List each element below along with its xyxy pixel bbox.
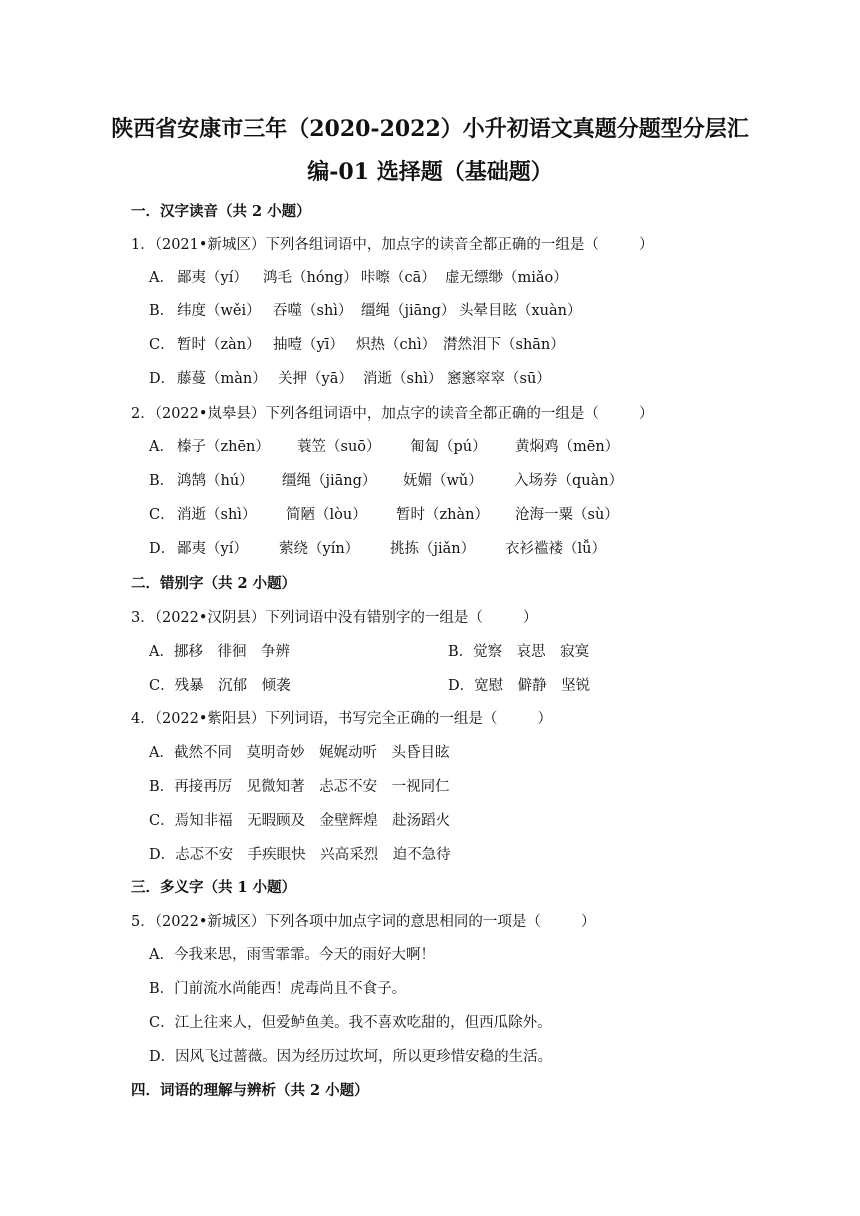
q1-option-b-word-2: 吞噬（shì） — [273, 303, 353, 319]
section-heading-1: 一．汉字读音（共 2 小题） — [131, 203, 311, 220]
q1-option-b-word-4: 头晕目眩（xuàn） — [459, 303, 582, 319]
q2-option-a-letter: A． — [149, 439, 174, 455]
paren-close: ） — [638, 406, 654, 422]
question-5-stem — [131, 912, 595, 932]
section-heading-2: 二．错别字（共 2 小题） — [131, 575, 297, 592]
q1-option-a-word-3: 咔嚓（cā） — [361, 270, 436, 286]
q5-option-b: B．门前流水尚能西！虎毒尚且不食子。 — [149, 981, 407, 997]
document-title-line2: 编-01 选择题（基础题） — [307, 159, 553, 185]
question-2-text: 2．（2022•岚皋县）下列各组词语中，加点字的读音全都正确的一组是（ — [131, 406, 599, 422]
q2-option-d-word-4: 衣衫褴褛（lǚ） — [505, 541, 606, 557]
q2-option-b-word-3: 妩媚（wǔ） — [403, 473, 483, 489]
question-1-text: 1．（2021•新城区）下列各组词语中，加点字的读音全都正确的一组是（ — [131, 237, 599, 253]
q2-option-a-word-1: 榛子（zhēn） — [177, 439, 270, 455]
q2-option-b-letter: B． — [149, 473, 175, 489]
q1-option-d-word-3: 消逝（shì） — [363, 371, 443, 387]
q1-option-a-word-4: 虚无缥缈（miǎo） — [445, 270, 568, 286]
q1-option-c-letter: C． — [149, 337, 175, 353]
q1-option-c-word-2: 抽噎（yī） — [273, 337, 344, 353]
q2-option-c-word-1: 消逝（shì） — [177, 507, 257, 523]
q1-option-b-word-1: 纬度（wěi） — [177, 303, 261, 319]
q1-option-a-letter: A． — [149, 270, 174, 286]
q1-option-b-letter: B． — [149, 303, 175, 319]
q1-option-d-letter: D． — [149, 371, 176, 387]
q2-option-a-word-3: 匍匐（pú） — [410, 439, 487, 455]
q2-option-a-word-4: 黄焖鸡（mēn） — [515, 439, 620, 455]
section-heading-4: 四．词语的理解与辨析（共 2 小题） — [131, 1082, 369, 1099]
q5-option-d: D．因风飞过蔷薇。因为经历过坎坷，所以更珍惜安稳的生活。 — [149, 1049, 553, 1065]
q2-option-b-word-4: 入场券（quàn） — [514, 473, 624, 489]
q2-option-d-letter: D． — [149, 541, 176, 557]
q1-option-c-word-1: 暂时（zàn） — [177, 337, 261, 353]
paren-close: ） — [638, 237, 654, 253]
q4-option-a: A．截然不同 莫明奇妙 娓娓动听 头昏目眩 — [149, 745, 450, 761]
q2-option-c-word-3: 暂时（zhàn） — [396, 507, 489, 523]
q3-option-b: B．觉察 哀思 寂寞 — [448, 644, 590, 660]
question-2-stem — [131, 404, 653, 424]
question-3-stem — [131, 608, 537, 628]
q1-option-d-word-1: 藤蔓（màn） — [177, 371, 267, 387]
q5-option-a: A．今我来思，雨雪霏霏。今天的雨好大啊！ — [149, 947, 435, 963]
q1-option-a-word-2: 鸿毛（hóng） — [263, 270, 358, 286]
q2-option-d-word-1: 鄙夷（yí） — [177, 541, 248, 557]
q1-option-b-word-3: 缰绳（jiāng） — [361, 303, 456, 319]
paren-close: ） — [522, 610, 538, 626]
q2-option-d-word-3: 挑拣（jiǎn） — [390, 541, 476, 557]
q4-option-b: B．再接再厉 见微知著 忐忑不安 一视同仁 — [149, 779, 450, 795]
q1-option-c-word-3: 炽热（chì） — [356, 337, 437, 353]
q2-option-b-word-1: 鸿鹄（hú） — [177, 473, 254, 489]
q2-option-c-letter: C． — [149, 507, 175, 523]
q2-option-a-word-2: 蓑笠（suō） — [297, 439, 381, 455]
q3-option-d: D．宽慰 僻静 坚锐 — [448, 678, 591, 694]
paren-close: ） — [580, 914, 596, 930]
section-heading-3: 三．多义字（共 1 小题） — [131, 879, 297, 896]
q2-option-c-word-4: 沧海一粟（sù） — [515, 507, 619, 523]
q1-option-c-word-4: 潸然泪下（shān） — [443, 337, 565, 353]
q3-option-a: A．挪移 徘徊 争辨 — [149, 644, 290, 660]
q1-option-d-word-2: 关押（yā） — [278, 371, 353, 387]
question-4-stem — [131, 709, 552, 729]
q5-option-c: C．江上往来人，但爱鲈鱼美。我不喜欢吃甜的，但西瓜除外。 — [149, 1015, 552, 1031]
q4-option-c: C．焉知非福 无暇顾及 金壁辉煌 赴汤蹈火 — [149, 813, 451, 829]
question-1-stem — [131, 235, 653, 255]
paren-close: ） — [537, 711, 552, 727]
question-5-text: 5．（2022•新城区）下列各项中加点字词的意思相同的一项是（ — [131, 914, 541, 930]
q1-option-d-word-4: 窸窸窣窣（sū） — [447, 371, 551, 387]
question-3-text: 3．（2022•汉阴县）下列词语中没有错别字的一组是（ — [131, 610, 483, 626]
question-4-text: 4．（2022•紫阳县）下列词语，书写完全正确的一组是（ — [131, 711, 498, 727]
q2-option-c-word-2: 简陋（lòu） — [286, 507, 367, 523]
q4-option-d: D．忐忑不安 手疾眼快 兴高采烈 迫不急待 — [149, 847, 451, 863]
q1-option-a-word-1: 鄙夷（yí） — [177, 270, 248, 286]
q2-option-d-word-2: 萦绕（yín） — [279, 541, 360, 557]
q3-option-c: C．残暴 沉郁 倾袭 — [149, 678, 291, 694]
q2-option-b-word-2: 缰绳（jiāng） — [282, 473, 377, 489]
document-title-line1: 陕西省安康市三年（2020-2022）小升初语文真题分题型分层汇 — [111, 116, 749, 142]
